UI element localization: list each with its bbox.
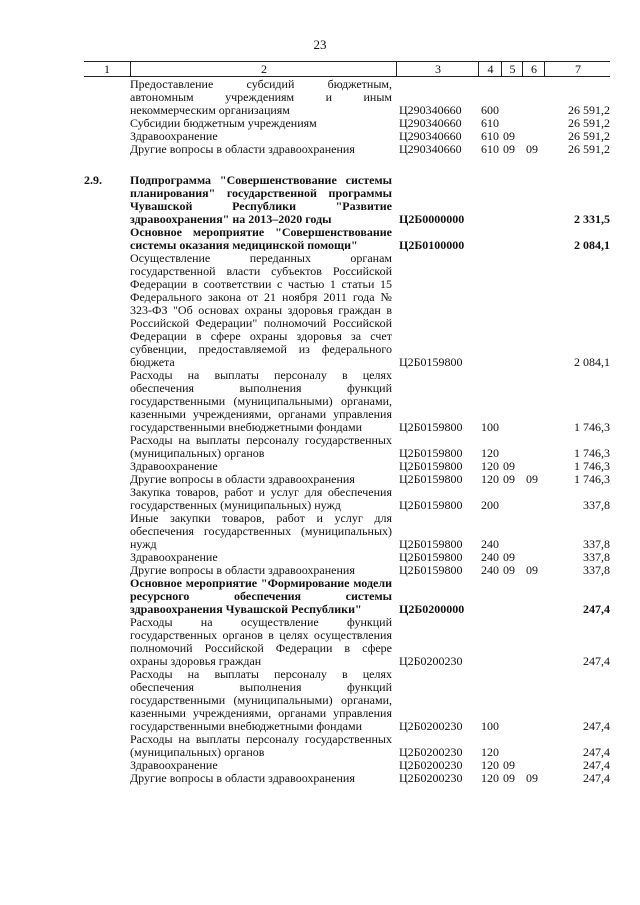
table-header bbox=[84, 61, 610, 77]
header-col-7: 7 bbox=[544, 62, 611, 76]
amount: 247,4 bbox=[583, 602, 610, 616]
section-number: 2.9. bbox=[84, 173, 102, 187]
row-description: Расходы на выплаты персоналу государственных (муниципальных) органов bbox=[130, 732, 392, 759]
subsection-code: 09 bbox=[526, 771, 538, 785]
expense-type: 120 bbox=[481, 771, 499, 785]
row-description: Расходы на выплаты персоналу государственных (муниципальных) органов bbox=[130, 433, 392, 460]
page-number: 23 bbox=[313, 37, 327, 52]
expense-type: 600 bbox=[481, 103, 499, 117]
amount: 26 591,2 bbox=[568, 116, 610, 130]
table-row bbox=[84, 512, 610, 551]
classification-code: Ц2Б0159800 bbox=[399, 446, 463, 460]
amount: 1 746,3 bbox=[574, 446, 610, 460]
classification-code: Ц290340660 bbox=[399, 142, 462, 156]
section-code: 09 bbox=[503, 129, 515, 143]
classification-code: Ц2Б0200230 bbox=[399, 771, 463, 785]
row-description: Здравоохранение bbox=[130, 758, 218, 772]
section-gap bbox=[84, 156, 610, 174]
row-description: Закупка товаров, работ и услуг для обеспечения государственных (муниципальных) нужд bbox=[130, 485, 392, 512]
amount: 247,4 bbox=[583, 654, 610, 668]
table-row bbox=[84, 174, 610, 226]
classification-code: Ц2Б0100000 bbox=[399, 238, 465, 252]
expense-type: 610 bbox=[481, 116, 499, 130]
expense-type: 240 bbox=[481, 563, 499, 577]
amount: 247,4 bbox=[583, 771, 610, 785]
expense-type: 240 bbox=[481, 550, 499, 564]
row-description: Другие вопросы в области здравоохранения bbox=[130, 563, 355, 577]
row-codes bbox=[84, 772, 610, 785]
row-description: Основное мероприятие "Совершенствование системы оказания медицинской помощи" bbox=[130, 225, 392, 252]
row-description: Расходы на осуществление функций государственных органов в целях осуществления полномочий Российской Федерации в сфере охраны здоровья граждан bbox=[130, 615, 392, 668]
table-row bbox=[84, 616, 610, 668]
classification-code: Ц2Б0000000 bbox=[399, 212, 465, 226]
amount: 337,8 bbox=[583, 537, 610, 551]
expense-type: 610 bbox=[481, 142, 499, 156]
header-col-6: 6 bbox=[522, 62, 545, 76]
row-description: Другие вопросы в области здравоохранения bbox=[130, 771, 355, 785]
classification-code: Ц290340660 bbox=[399, 129, 462, 143]
row-description: Здравоохранение bbox=[130, 129, 218, 143]
row-description: Здравоохранение bbox=[130, 459, 218, 473]
row-description: Основное мероприятие "Формирование модели ресурсного обеспечения системы здравоохранения Чувашской Республики" bbox=[130, 576, 392, 616]
classification-code: Ц290340660 bbox=[399, 116, 462, 130]
section-code: 09 bbox=[503, 142, 515, 156]
amount: 247,4 bbox=[583, 719, 610, 733]
expense-type: 200 bbox=[481, 498, 499, 512]
amount: 26 591,2 bbox=[568, 142, 610, 156]
expense-type: 100 bbox=[481, 420, 499, 434]
classification-code: Ц2Б0200000 bbox=[399, 602, 465, 616]
table-row bbox=[84, 78, 610, 117]
expense-type: 120 bbox=[481, 446, 499, 460]
classification-code: Ц2Б0159800 bbox=[399, 550, 463, 564]
budget-table-body bbox=[84, 78, 610, 785]
amount: 26 591,2 bbox=[568, 103, 610, 117]
classification-code: Ц2Б0159800 bbox=[399, 420, 463, 434]
row-description: Другие вопросы в области здравоохранения bbox=[130, 142, 355, 156]
table-row bbox=[84, 733, 610, 759]
section-code: 09 bbox=[503, 758, 515, 772]
amount: 337,8 bbox=[583, 550, 610, 564]
header-col-5: 5 bbox=[501, 62, 523, 76]
expense-type: 100 bbox=[481, 719, 499, 733]
table-row bbox=[84, 252, 610, 369]
row-description: Субсидии бюджетным учреждениям bbox=[130, 116, 317, 130]
amount: 1 746,3 bbox=[574, 420, 610, 434]
classification-code: Ц2Б0200230 bbox=[399, 745, 463, 759]
amount: 2 331,5 bbox=[574, 212, 610, 226]
classification-code: Ц2Б0159800 bbox=[399, 563, 463, 577]
amount: 2 084,1 bbox=[574, 238, 610, 252]
amount: 1 746,3 bbox=[574, 472, 610, 486]
amount: 337,8 bbox=[583, 563, 610, 577]
amount: 247,4 bbox=[583, 745, 610, 759]
header-col-1: 1 bbox=[104, 62, 110, 76]
header-col-4: 4 bbox=[478, 62, 502, 76]
table-row bbox=[84, 143, 610, 156]
expense-type: 240 bbox=[481, 537, 499, 551]
row-codes bbox=[84, 143, 610, 156]
classification-code: Ц290340660 bbox=[399, 103, 462, 117]
subsection-code: 09 bbox=[526, 472, 538, 486]
table-row bbox=[84, 434, 610, 460]
classification-code: Ц2Б0200230 bbox=[399, 654, 463, 668]
expense-type: 120 bbox=[481, 459, 499, 473]
expense-type: 610 bbox=[481, 129, 499, 143]
classification-code: Ц2Б0159800 bbox=[399, 537, 463, 551]
classification-code: Ц2Б0159800 bbox=[399, 459, 463, 473]
table-row bbox=[84, 577, 610, 616]
subsection-code: 09 bbox=[526, 142, 538, 156]
row-description: Осуществление переданных органам государственной власти субъектов Российской Федерации в соответствии с частью 1 статьи 15 Федерального закона от 21 ноября 2011 года № 323-ФЗ "Об основах охраны здоровья граждан в Российской Федерации" полномочий Российской Федерации в сфере охраны здоровья за счет субвенции, предоставляемой из федерального бюджета bbox=[130, 251, 392, 369]
row-description: Расходы на выплаты персоналу в целях обеспечения выполнения функций государственными (муниципальными) органами, казенными учреждениями, органами управления государственными внебюджетными фондами bbox=[130, 368, 392, 434]
amount: 337,8 bbox=[583, 498, 610, 512]
section-code: 09 bbox=[503, 459, 515, 473]
header-col-2: 2 bbox=[130, 62, 397, 76]
section-code: 09 bbox=[503, 563, 515, 577]
expense-type: 120 bbox=[481, 745, 499, 759]
expense-type: 120 bbox=[481, 472, 499, 486]
row-description: Расходы на выплаты персоналу в целях обеспечения выполнения функций государственными (муниципальными) органами, казенными учреждениями, органами управления государственными внебюджетными фондами bbox=[130, 667, 392, 733]
subsection-code: 09 bbox=[526, 563, 538, 577]
table-row bbox=[84, 226, 610, 252]
amount: 247,4 bbox=[583, 758, 610, 772]
row-description: Подпрограмма "Совершенствование системы планирования" государственной программы Чувашской Республики "Развитие здравоохранения" на 2013–2020 годы bbox=[130, 173, 392, 226]
section-code: 09 bbox=[503, 550, 515, 564]
row-description: Другие вопросы в области здравоохранения bbox=[130, 472, 355, 486]
classification-code: Ц2Б0159800 bbox=[399, 472, 463, 486]
classification-code: Ц2Б0200230 bbox=[399, 719, 463, 733]
amount: 2 084,1 bbox=[574, 355, 610, 369]
table-row bbox=[84, 369, 610, 434]
classification-code: Ц2Б0159800 bbox=[399, 498, 463, 512]
table-row bbox=[84, 668, 610, 733]
amount: 1 746,3 bbox=[574, 459, 610, 473]
row-description: Иные закупки товаров, работ и услуг для обеспечения государственных (муниципальных) нужд bbox=[130, 511, 392, 551]
section-code: 09 bbox=[503, 771, 515, 785]
row-description: Предоставление субсидий бюджетным, автономным учреждениям и иным некоммерческим организациям bbox=[130, 77, 392, 117]
amount: 26 591,2 bbox=[568, 129, 610, 143]
row-description: Здравоохранение bbox=[130, 550, 218, 564]
expense-type: 120 bbox=[481, 758, 499, 772]
header-col-3: 3 bbox=[396, 62, 479, 76]
table-row bbox=[84, 772, 610, 785]
table-row bbox=[84, 486, 610, 512]
section-code: 09 bbox=[503, 472, 515, 486]
classification-code: Ц2Б0159800 bbox=[399, 355, 463, 369]
classification-code: Ц2Б0200230 bbox=[399, 758, 463, 772]
